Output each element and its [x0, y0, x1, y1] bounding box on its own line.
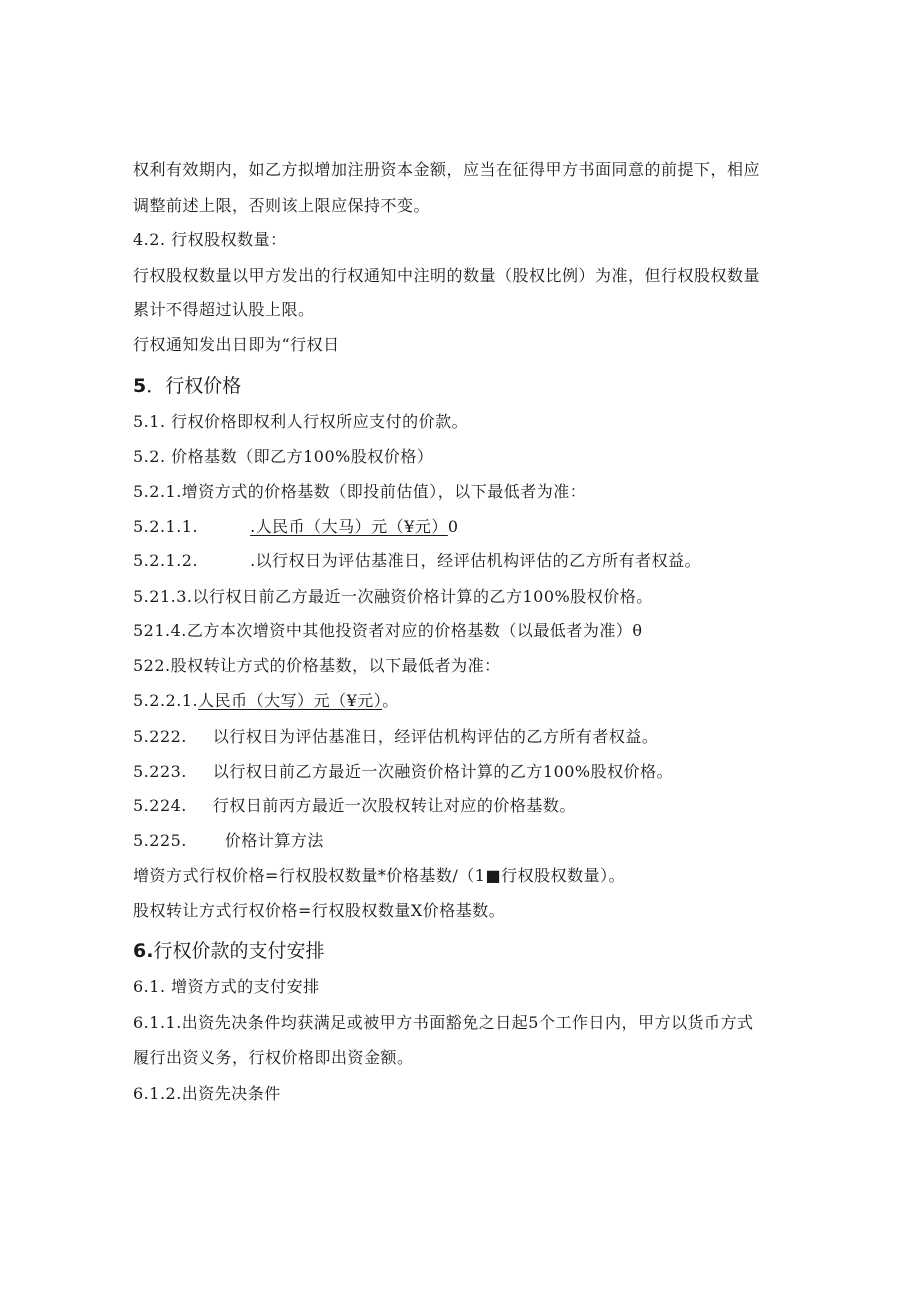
section-number: 6.	[133, 940, 154, 962]
clause-5-2-2-4	[133, 796, 576, 816]
clause-5-2-2-3	[133, 762, 673, 782]
clause-6-1: 6.1. 增资方式的支付安排	[133, 977, 320, 996]
paragraph-line: 行权股权数量以甲方发出的行权通知中注明的数量（股权比例）为准，但行权股权数量	[133, 266, 761, 285]
paragraph-line: 履行出资义务，行权价格即出资金额。	[133, 1048, 414, 1067]
clause-5-2-1-2	[133, 551, 701, 571]
clause-6-1-2: 6.1.2.出资先决条件	[133, 1084, 281, 1103]
clause-number: 5.223.	[133, 762, 187, 781]
clause-5-2-1-4: 521.4.乙方本次增资中其他投资者对应的价格基数（以最低者为准）θ	[133, 621, 643, 640]
clause-number: 5.2.1.1.	[133, 517, 199, 536]
clause-text: 价格计算方法	[224, 831, 324, 850]
clause-6-1-1: 6.1.1.出资先决条件均获满足或被甲方书面豁免之日起5个工作日内，甲方以货币方式	[133, 1013, 754, 1032]
clause-5-1: 5.1. 行权价格即权利人行权所应支付的价款。	[133, 412, 469, 431]
clause-5-2-2: 522.股权转让方式的价格基数，以下最低者为准：	[133, 656, 501, 675]
clause-tail: 。	[382, 691, 399, 710]
paragraph-line: 调整前述上限，否则该上限应保持不变。	[133, 196, 431, 215]
clause-text: 以行权日为评估基准日，经评估机构评估的乙方所有者权益。	[212, 727, 659, 746]
clause-number: 5.225.	[133, 831, 187, 850]
formula-capital-increase: 增资方式行权价格=行权股权数量*价格基数/（1■行权股权数量）。	[133, 866, 626, 885]
clause-text: 以行权日前乙方最近一次融资价格计算的乙方100%股权价格。	[212, 762, 674, 781]
paragraph-line: 行权通知发出日即为“行权日	[133, 335, 340, 354]
clause-5-2: 5.2. 价格基数（即乙方100%股权价格）	[133, 447, 434, 466]
section-number: 5	[133, 375, 147, 397]
section-heading-6	[133, 939, 324, 963]
clause-4-2: 4.2. 行权股权数量：	[133, 230, 287, 249]
clause-text: 行权日前丙方最近一次股权转让对应的价格基数。	[212, 796, 576, 815]
clause-number: 5.222.	[133, 727, 187, 746]
section-title: 行权价款的支付安排	[153, 940, 325, 962]
clause-5-2-2-1	[133, 691, 399, 711]
clause-text: .以行权日为评估基准日，经评估机构评估的乙方所有者权益。	[250, 551, 702, 570]
section-title: ．行权价格	[146, 375, 242, 397]
clause-5-2-1-3: 5.21.3.以行权日前乙方最近一次融资价格计算的乙方100%股权价格。	[133, 587, 653, 606]
underlined-amount: 人民币（大写）元（¥元）	[198, 691, 383, 710]
clause-number: 5.2.2.1.	[133, 691, 199, 710]
clause-number: 5.224.	[133, 796, 187, 815]
clause-5-2-2-2	[133, 727, 658, 747]
paragraph-line: 权利有效期内，如乙方拟增加注册资本金额，应当在征得甲方书面同意的前提下，相应	[133, 160, 761, 179]
clause-5-2-1-1	[133, 517, 459, 537]
clause-5-2-2-5	[133, 831, 324, 851]
section-heading-5	[133, 374, 241, 398]
formula-equity-transfer: 股权转让方式行权价格=行权股权数量X价格基数。	[133, 901, 506, 920]
paragraph-line: 累计不得超过认股上限。	[133, 300, 315, 319]
clause-number: 5.2.1.2.	[133, 551, 199, 570]
clause-tail: 0	[447, 517, 459, 536]
clause-5-2-1: 5.2.1.增资方式的价格基数（即投前估值），以下最低者为准：	[133, 482, 587, 501]
underlined-amount: .人民币（大马）元（¥元）	[250, 517, 448, 536]
